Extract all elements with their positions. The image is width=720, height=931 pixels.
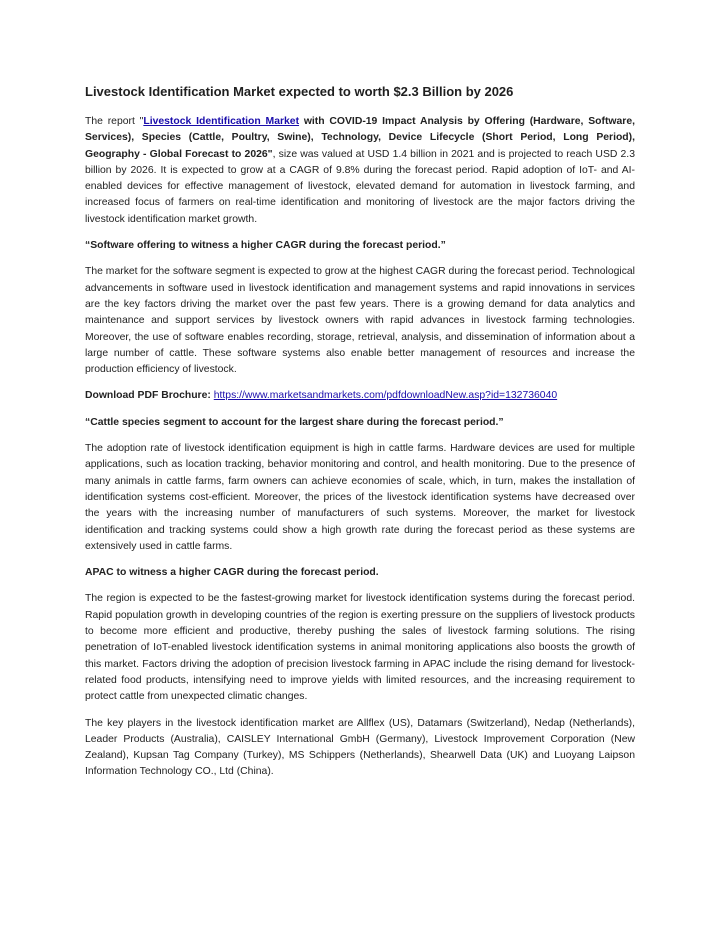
section-heading-cattle: “Cattle species segment to account for the largest share during the forecast period.” (85, 416, 504, 428)
document-page (85, 84, 635, 791)
brochure-line (85, 388, 635, 404)
section-body-software: The market for the software segment is expected to grow at the highest CAGR during the forecast period. Technological advancements in software used in livestock identification and management systems and rapid innovations in services are the key factors driving the market over the past few years. There is a growing demand for data analytics and maintenance and support services by livestock owners with rapid advances in livestock farming technologies. Moreover, the use of software enables recording, storage, retrieval, analysis, and dissemination of information about a large number of cattle. These software systems also enable better management of resources and increase the production efficiency of livestock. (85, 266, 635, 376)
brochure-label: Download PDF Brochure: (85, 390, 211, 402)
intro-body: , size was valued at USD 1.4 billion in 2021 and is projected to reach USD 2.3 billion by 2026. It is expected to grow at a CAGR of 9.8% during the forecast period. Rapid adoption of IoT- and AI-enabled devices for effective management of livestock, elevated demand for automation in livestock farming, and increased focus of farmers on real-time identification and monitoring of livestock are the major factors driving the livestock identification market growth. (85, 148, 635, 225)
section-heading-apac: APAC to witness a higher CAGR during the forecast period. (85, 567, 379, 579)
section-body-cattle: The adoption rate of livestock identification equipment is high in cattle farms. Hardware devices are used for multiple applications, such as location tracking, behavior monitoring and control, and health monitoring. Due to the presence of many animals in cattle farms, farm owners can achieve economies of scale, which, in turn, makes the installation of identification systems cost-efficient. Moreover, the prices of the livestock identification systems have decreased over the years with the increasing number of manufacturers of such systems. Moreover, the market for livestock identification and tracking systems could show a high growth rate during the forecast period as these systems are extensively used in cattle farms. (85, 443, 635, 552)
intro-paragraph (85, 114, 635, 228)
key-players-paragraph: The key players in the livestock identification market are Allflex (US), Datamars (Switzerland), Nedap (Netherlands), Leader Products (Australia), CAISLEY International GmbH (Germany), Livestock Improvement Corporation (New Zealand), Kupsan Tag Company (Turkey), MS Schippers (Netherlands), Shearwell Data (UK) and Luoyang Laipson Information Technology CO., Ltd (China). (85, 717, 635, 778)
intro-prefix: The report " (85, 116, 144, 127)
section-heading-software: “Software offering to witness a higher CAGR during the forecast period.” (85, 240, 446, 252)
document-title: Livestock Identification Market expected to worth $2.3 Billion by 2026 (85, 84, 514, 99)
brochure-link[interactable]: https://www.marketsandmarkets.com/pdfdownloadNew.asp?id=132736040 (213, 390, 558, 402)
section-body-apac: The region is expected to be the fastest-growing market for livestock identification systems during the forecast period. Rapid population growth in developing countries of the region is exerting pressure on the suppliers of livestock products to become more efficient and productive, thereby pushing the sales of livestock farming solutions. The rising penetration of IoT-enabled livestock identification systems in animal monitoring applications also boosts the growth of this market. Factors driving the adoption of precision livestock farming in APAC include the rising demand for livestock-related food products, intensifying need to improve yields with limited resources, and the increasing requirement to protect cattle from unexpected climatic changes. (85, 593, 635, 703)
report-link[interactable]: Livestock Identification Market (143, 116, 300, 127)
report-title-rest: with COVID-19 Impact Analysis by Offering (Hardware, Software, Services), Species (Cattle, Poultry, Swine), Technology, Device Lifecycle (Short Period, Long Period), Geography - Global Forecast to 2026" (85, 116, 635, 160)
